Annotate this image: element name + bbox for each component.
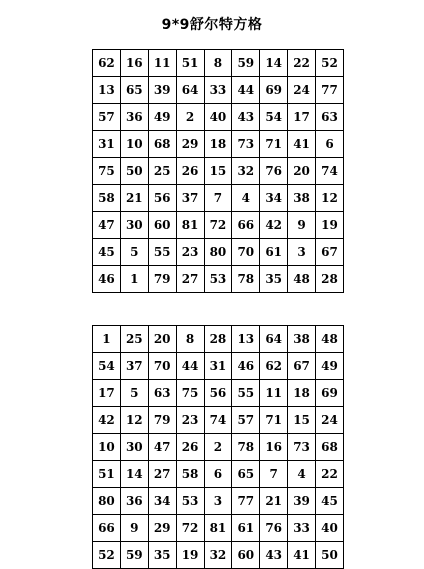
grid-row: [93, 515, 344, 542]
grid-cell[interactable]: 29: [148, 515, 176, 542]
grid-cell[interactable]: 50: [120, 158, 148, 185]
grid-cell[interactable]: 73: [288, 434, 316, 461]
grid-cell[interactable]: 27: [176, 266, 204, 293]
grid-cell[interactable]: 12: [120, 407, 148, 434]
grid-cell[interactable]: 77: [316, 77, 344, 104]
grid-cell[interactable]: 78: [232, 266, 260, 293]
grid-cell[interactable]: 71: [260, 407, 288, 434]
grid-cell[interactable]: 32: [232, 158, 260, 185]
grid-cell[interactable]: 41: [288, 131, 316, 158]
grid-cell[interactable]: 17: [93, 380, 121, 407]
grid-cell[interactable]: 81: [204, 515, 232, 542]
grid-cell[interactable]: 72: [176, 515, 204, 542]
grid-cell[interactable]: 63: [316, 104, 344, 131]
grid-cell[interactable]: 10: [120, 131, 148, 158]
grid-cell[interactable]: 42: [93, 407, 121, 434]
grid-cell[interactable]: 26: [176, 434, 204, 461]
grid-cell[interactable]: 31: [204, 353, 232, 380]
grid-cell[interactable]: 60: [148, 212, 176, 239]
grid-cell[interactable]: 37: [176, 185, 204, 212]
grid-cell[interactable]: 10: [93, 434, 121, 461]
grid-cell[interactable]: 5: [120, 380, 148, 407]
grid-cell[interactable]: 48: [288, 266, 316, 293]
grid-cell[interactable]: 64: [260, 326, 288, 353]
grid-cell[interactable]: 75: [176, 380, 204, 407]
grid-row: [93, 185, 344, 212]
grid-row: [93, 434, 344, 461]
grid-cell[interactable]: 8: [176, 326, 204, 353]
grid-cell[interactable]: 74: [316, 158, 344, 185]
grid-cell[interactable]: 21: [260, 488, 288, 515]
grid-cell[interactable]: 56: [148, 185, 176, 212]
schulte-grid-2: [92, 325, 344, 569]
grid-cell[interactable]: 43: [232, 104, 260, 131]
grid-cell[interactable]: 49: [148, 104, 176, 131]
grid-row: [93, 104, 344, 131]
grid-cell[interactable]: 70: [148, 353, 176, 380]
grid-cell[interactable]: 22: [288, 50, 316, 77]
grid-cell[interactable]: 6: [316, 131, 344, 158]
grid-row: [93, 326, 344, 353]
grid-cell[interactable]: 35: [260, 266, 288, 293]
grid-cell[interactable]: 7: [260, 461, 288, 488]
grid-cell[interactable]: 38: [288, 326, 316, 353]
grid-cell[interactable]: 33: [204, 77, 232, 104]
grid-cell[interactable]: 49: [316, 353, 344, 380]
grid-cell[interactable]: 51: [93, 461, 121, 488]
grid-row: [93, 266, 344, 293]
grid-cell[interactable]: 81: [176, 212, 204, 239]
grid-row: [93, 239, 344, 266]
grid-cell[interactable]: 76: [260, 515, 288, 542]
grid-cell[interactable]: 25: [148, 158, 176, 185]
grid-cell[interactable]: 14: [260, 50, 288, 77]
grid-cell[interactable]: 62: [93, 50, 121, 77]
grid-cell[interactable]: 67: [288, 353, 316, 380]
grid-cell[interactable]: 66: [232, 212, 260, 239]
grid-cell[interactable]: 11: [260, 380, 288, 407]
grid-cell[interactable]: 45: [316, 488, 344, 515]
grid-cell[interactable]: 28: [316, 266, 344, 293]
grid-cell[interactable]: 57: [232, 407, 260, 434]
grid-cell[interactable]: 75: [93, 158, 121, 185]
grid-row: [93, 380, 344, 407]
grid-cell[interactable]: 68: [148, 131, 176, 158]
grid-cell[interactable]: 4: [288, 461, 316, 488]
grid-row: [93, 50, 344, 77]
grid-cell[interactable]: 57: [93, 104, 121, 131]
grid-row: [93, 212, 344, 239]
grid-cell[interactable]: 20: [148, 326, 176, 353]
grid-cell[interactable]: 80: [93, 488, 121, 515]
grid-cell[interactable]: 46: [232, 353, 260, 380]
grid-cell[interactable]: 42: [260, 212, 288, 239]
grid-cell[interactable]: 60: [232, 542, 260, 569]
grid-cell[interactable]: 45: [93, 239, 121, 266]
grid-cell[interactable]: 25: [120, 326, 148, 353]
grid-cell[interactable]: 65: [120, 77, 148, 104]
grid-cell[interactable]: 68: [316, 434, 344, 461]
grid-cell[interactable]: 15: [204, 158, 232, 185]
grid-cell[interactable]: 23: [176, 407, 204, 434]
grid-cell[interactable]: 23: [176, 239, 204, 266]
grid-cell[interactable]: 33: [288, 515, 316, 542]
grid-cell[interactable]: 31: [93, 131, 121, 158]
grid-cell[interactable]: 8: [204, 50, 232, 77]
grid-cell[interactable]: 19: [316, 212, 344, 239]
grid-cell[interactable]: 69: [316, 380, 344, 407]
grid-cell[interactable]: 47: [93, 212, 121, 239]
grid-cell[interactable]: 13: [93, 77, 121, 104]
grid-cell[interactable]: 34: [260, 185, 288, 212]
grid-cell[interactable]: 72: [204, 212, 232, 239]
grid-cell[interactable]: 79: [148, 407, 176, 434]
grid-cell[interactable]: 80: [204, 239, 232, 266]
schulte-grid-1: [92, 49, 344, 293]
grid-cell[interactable]: 22: [316, 461, 344, 488]
grid-cell[interactable]: 9: [288, 212, 316, 239]
grid-cell[interactable]: 40: [316, 515, 344, 542]
grid-cell[interactable]: 67: [316, 239, 344, 266]
grid-cell[interactable]: 78: [232, 434, 260, 461]
grid-cell[interactable]: 55: [232, 380, 260, 407]
grid-cell[interactable]: 70: [232, 239, 260, 266]
grid-cell[interactable]: 48: [316, 326, 344, 353]
grid-cell[interactable]: 53: [176, 488, 204, 515]
grid-cell[interactable]: 21: [120, 185, 148, 212]
grid-row: [93, 488, 344, 515]
grid-cell[interactable]: 53: [204, 266, 232, 293]
grid-cell[interactable]: 58: [176, 461, 204, 488]
grid-cell[interactable]: 58: [93, 185, 121, 212]
grid-cell[interactable]: 4: [232, 185, 260, 212]
grid-cell[interactable]: 52: [316, 50, 344, 77]
grid-cell[interactable]: 36: [120, 104, 148, 131]
grid-row: [93, 461, 344, 488]
grid-cell[interactable]: 43: [260, 542, 288, 569]
grid-cell[interactable]: 63: [148, 380, 176, 407]
grid-cell[interactable]: 52: [93, 542, 121, 569]
grid-cell[interactable]: 30: [120, 212, 148, 239]
grid-cell[interactable]: 9: [120, 515, 148, 542]
grid-cell[interactable]: 77: [232, 488, 260, 515]
grid-cell[interactable]: 32: [204, 542, 232, 569]
grid-cell[interactable]: 50: [316, 542, 344, 569]
grid-cell[interactable]: 12: [316, 185, 344, 212]
page-title: 9*9舒尔特方格: [161, 17, 263, 33]
grid-cell[interactable]: 61: [260, 239, 288, 266]
grid-cell[interactable]: 11: [148, 50, 176, 77]
grid-cell[interactable]: 18: [204, 131, 232, 158]
grid-cell[interactable]: 1: [93, 326, 121, 353]
grid-cell[interactable]: 56: [204, 380, 232, 407]
grid-cell[interactable]: 54: [93, 353, 121, 380]
grid-cell[interactable]: 61: [232, 515, 260, 542]
grid-row: [93, 542, 344, 569]
grid-cell[interactable]: 40: [204, 104, 232, 131]
grid-cell[interactable]: 20: [288, 158, 316, 185]
grid-cell[interactable]: 54: [260, 104, 288, 131]
grid-cell[interactable]: 2: [176, 104, 204, 131]
grid-row: [93, 158, 344, 185]
grid-cell[interactable]: 46: [93, 266, 121, 293]
grid-cell[interactable]: 39: [148, 77, 176, 104]
grid-row: [93, 407, 344, 434]
grid-cell[interactable]: 36: [120, 488, 148, 515]
grid-cell[interactable]: 24: [316, 407, 344, 434]
grid-cell[interactable]: 74: [204, 407, 232, 434]
grid-cell[interactable]: 47: [148, 434, 176, 461]
grid-cell[interactable]: 37: [120, 353, 148, 380]
grid-cell[interactable]: 51: [176, 50, 204, 77]
grid-cell[interactable]: 28: [204, 326, 232, 353]
grid-cell[interactable]: 65: [232, 461, 260, 488]
grid-cell[interactable]: 30: [120, 434, 148, 461]
grid-cell[interactable]: 35: [148, 542, 176, 569]
grid-row: [93, 353, 344, 380]
grid-cell[interactable]: 19: [176, 542, 204, 569]
grid-cell[interactable]: 44: [232, 77, 260, 104]
grid-cell[interactable]: 76: [260, 158, 288, 185]
grid-cell[interactable]: 59: [120, 542, 148, 569]
grid-cell[interactable]: 14: [120, 461, 148, 488]
grid-cell[interactable]: 59: [232, 50, 260, 77]
grid-cell[interactable]: 39: [288, 488, 316, 515]
grid-cell[interactable]: 16: [260, 434, 288, 461]
grid-cell[interactable]: 62: [260, 353, 288, 380]
grid-cell[interactable]: 55: [148, 239, 176, 266]
grid-cell[interactable]: 34: [148, 488, 176, 515]
grid-cell[interactable]: 18: [288, 380, 316, 407]
grid-cell[interactable]: 79: [148, 266, 176, 293]
grid-cell[interactable]: 44: [176, 353, 204, 380]
grid-cell[interactable]: 69: [260, 77, 288, 104]
grid-cell[interactable]: 3: [288, 239, 316, 266]
grid-cell[interactable]: 24: [288, 77, 316, 104]
grid-cell[interactable]: 6: [204, 461, 232, 488]
grid-cell[interactable]: 73: [232, 131, 260, 158]
grid-cell[interactable]: 38: [288, 185, 316, 212]
grid-cell[interactable]: 41: [288, 542, 316, 569]
grid-cell[interactable]: 17: [288, 104, 316, 131]
grid-row: [93, 77, 344, 104]
grid-cell[interactable]: 26: [176, 158, 204, 185]
grid-cell[interactable]: 13: [232, 326, 260, 353]
grid-cell[interactable]: 5: [120, 239, 148, 266]
grid-cell[interactable]: 66: [93, 515, 121, 542]
grid-cell[interactable]: 71: [260, 131, 288, 158]
grid-cell[interactable]: 27: [148, 461, 176, 488]
grid-cell[interactable]: 7: [204, 185, 232, 212]
grid-cell[interactable]: 1: [120, 266, 148, 293]
grid-cell[interactable]: 29: [176, 131, 204, 158]
grid-cell[interactable]: 64: [176, 77, 204, 104]
grid-cell[interactable]: 15: [288, 407, 316, 434]
grid-cell[interactable]: 16: [120, 50, 148, 77]
grid-cell[interactable]: 3: [204, 488, 232, 515]
grid-row: [93, 131, 344, 158]
grid-cell[interactable]: 2: [204, 434, 232, 461]
